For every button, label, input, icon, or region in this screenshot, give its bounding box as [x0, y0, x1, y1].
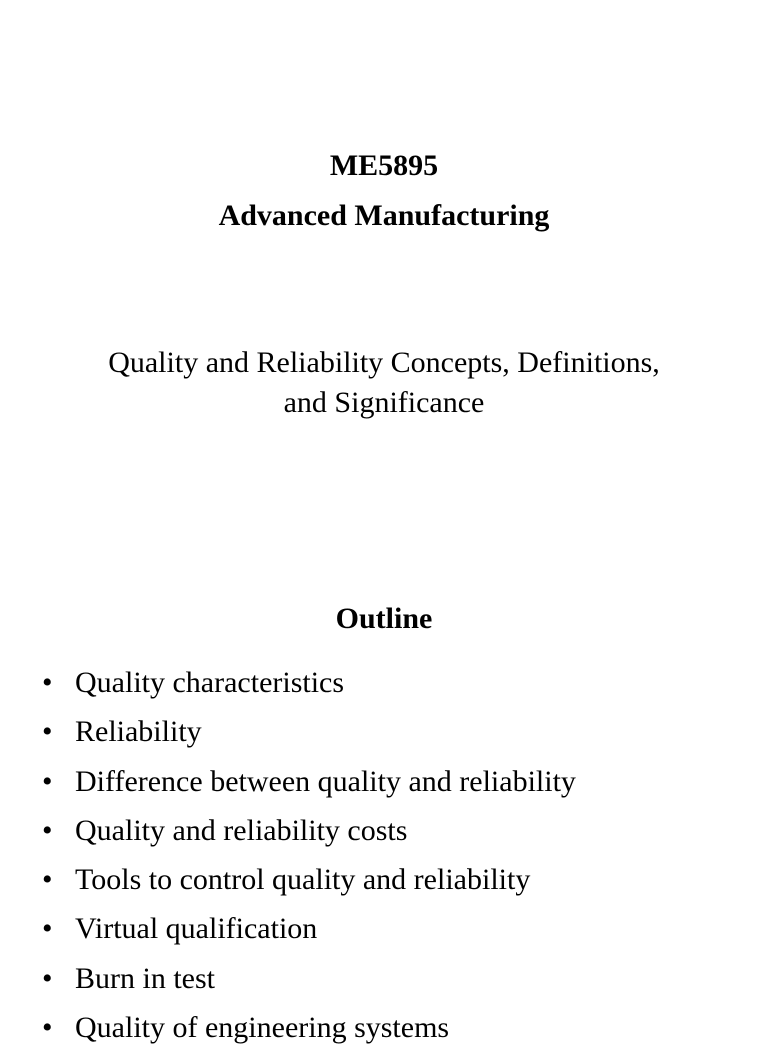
outline-item-text: Quality of engineering systems — [75, 1011, 450, 1045]
outline-item-text: Reliability — [75, 715, 202, 749]
outline-item — [0, 811, 768, 860]
bullet-icon: • — [42, 1011, 53, 1045]
outline-heading: Outline — [335, 602, 433, 635]
bullet-icon: • — [42, 666, 53, 699]
bullet-icon: • — [42, 715, 53, 749]
course-code: ME5895 — [329, 149, 439, 182]
outline-item — [0, 663, 768, 712]
outline-item-text: Quality and reliability costs — [75, 813, 408, 847]
bullet-icon: • — [42, 912, 53, 946]
outline-item-text: Difference between quality and reliability — [75, 764, 576, 798]
bullet-icon: • — [42, 813, 53, 847]
bullet-icon: • — [42, 764, 53, 798]
outline-item-text: Quality characteristics — [75, 666, 345, 699]
course-name: Advanced Manufacturing — [218, 199, 550, 232]
outline-item-text: Tools to control quality and reliability — [75, 863, 531, 897]
bullet-icon: • — [42, 863, 53, 897]
outline-item — [0, 909, 768, 958]
outline-item — [0, 712, 768, 761]
bullet-icon: • — [42, 961, 53, 995]
outline-item — [0, 1008, 768, 1057]
outline-item — [0, 959, 768, 1008]
outline-list — [0, 663, 768, 1057]
outline-item — [0, 860, 768, 909]
outline-item-text: Virtual qualification — [75, 912, 318, 946]
outline-item-text: Burn in test — [75, 961, 215, 995]
lecture-title-line-2: and Significance — [283, 386, 485, 419]
outline-item — [0, 762, 768, 811]
lecture-title-line-1: Quality and Reliability Concepts, Definitions, — [108, 346, 660, 379]
lecture-title — [0, 343, 768, 423]
